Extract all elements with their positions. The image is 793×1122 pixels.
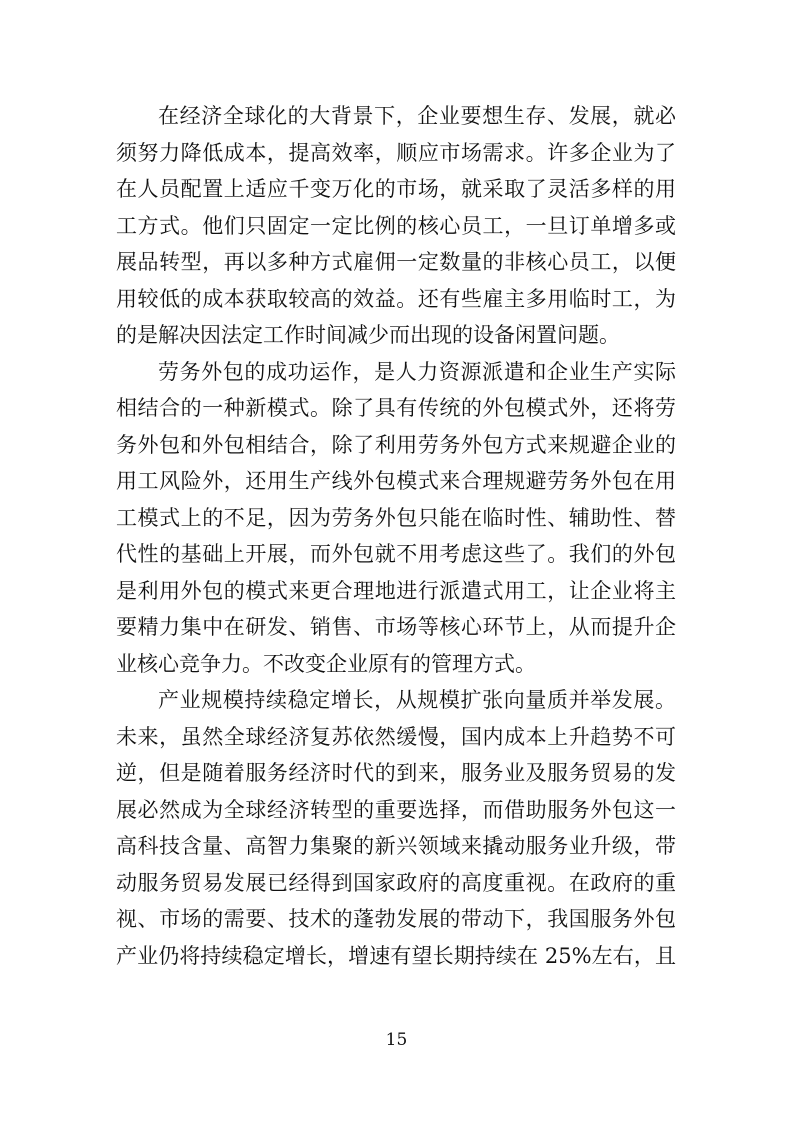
paragraph-2-line-4: 用工风险外，还用生产线外包模式来合理规避劳务外包在用 [116, 469, 676, 493]
paragraph-1-line-5: 展品转型，再以多种方式雇佣一定数量的非核心员工，以便 [116, 250, 676, 274]
page-number: 15 [385, 1030, 408, 1050]
paragraph-1-line-4: 工方式。他们只固定一定比例的核心员工，一旦订单增多或 [116, 213, 676, 238]
paragraph-2-line-9: 业核心竞争力。不改变企业原有的管理方式。 [116, 651, 536, 676]
paragraph-3-line-7: 视、市场的需要、技术的蓬勃发展的带动下，我国服务外包 [116, 907, 676, 931]
paragraph-1-line-1: 在经济全球化的大背景下，企业要想生存、发展，就必 [158, 104, 676, 128]
paragraph-3-line-8: 产业仍将持续稳定增长，增速有望长期持续在 25%左右，且 [116, 943, 676, 968]
paragraph-1-line-6: 用较低的成本获取较高的效益。还有些雇主多用临时工，为 [116, 286, 676, 311]
paragraph-3-line-1: 产业规模持续稳定增长，从规模扩张向量质并举发展。 [158, 688, 676, 712]
paragraph-2-line-7: 是利用外包的模式来更合理地进行派遣式用工，让企业将主 [116, 578, 676, 603]
paragraph-2-line-2: 相结合的一种新模式。除了具有传统的外包模式外，还将劳 [116, 396, 676, 420]
paragraph-2-line-5: 工模式上的不足，因为劳务外包只能在临时性、辅助性、替 [116, 505, 676, 530]
paragraph-2-line-8: 要精力集中在研发、销售、市场等核心环节上，从而提升企 [116, 615, 676, 639]
paragraph-3-line-4: 展必然成为全球经济转型的重要选择，而借助服务外包这一 [116, 797, 676, 822]
paragraph-2-line-1: 劳务外包的成功运作，是人力资源派遣和企业生产实际 [158, 359, 676, 384]
paragraph-3-line-3: 逆，但是随着服务经济时代的到来，服务业及服务贸易的发 [116, 761, 676, 785]
paragraph-2-line-3: 务外包和外包相结合，除了利用劳务外包方式来规避企业的 [116, 432, 676, 457]
paragraph-1-line-2: 须努力降低成本，提高效率，顺应市场需求。许多企业为了 [116, 140, 676, 165]
paragraph-2-line-6: 代性的基础上开展，而外包就不用考虑这些了。我们的外包 [116, 542, 676, 566]
body-text [116, 98, 676, 974]
paragraph-1-line-7: 的是解决因法定工作时间减少而出现的设备闲置问题。 [116, 323, 620, 347]
paragraph-3-line-6: 动服务贸易发展已经得到国家政府的高度重视。在政府的重 [116, 870, 676, 895]
paragraph-3-line-5: 高科技含量、高智力集聚的新兴领域来撬动服务业升级，带 [116, 834, 676, 858]
paragraph-1-line-3: 在人员配置上适应千变万化的市场，就采取了灵活多样的用 [116, 177, 676, 201]
paragraph-3-line-2: 未来，虽然全球经济复苏依然缓慢，国内成本上升趋势不可 [116, 724, 676, 749]
